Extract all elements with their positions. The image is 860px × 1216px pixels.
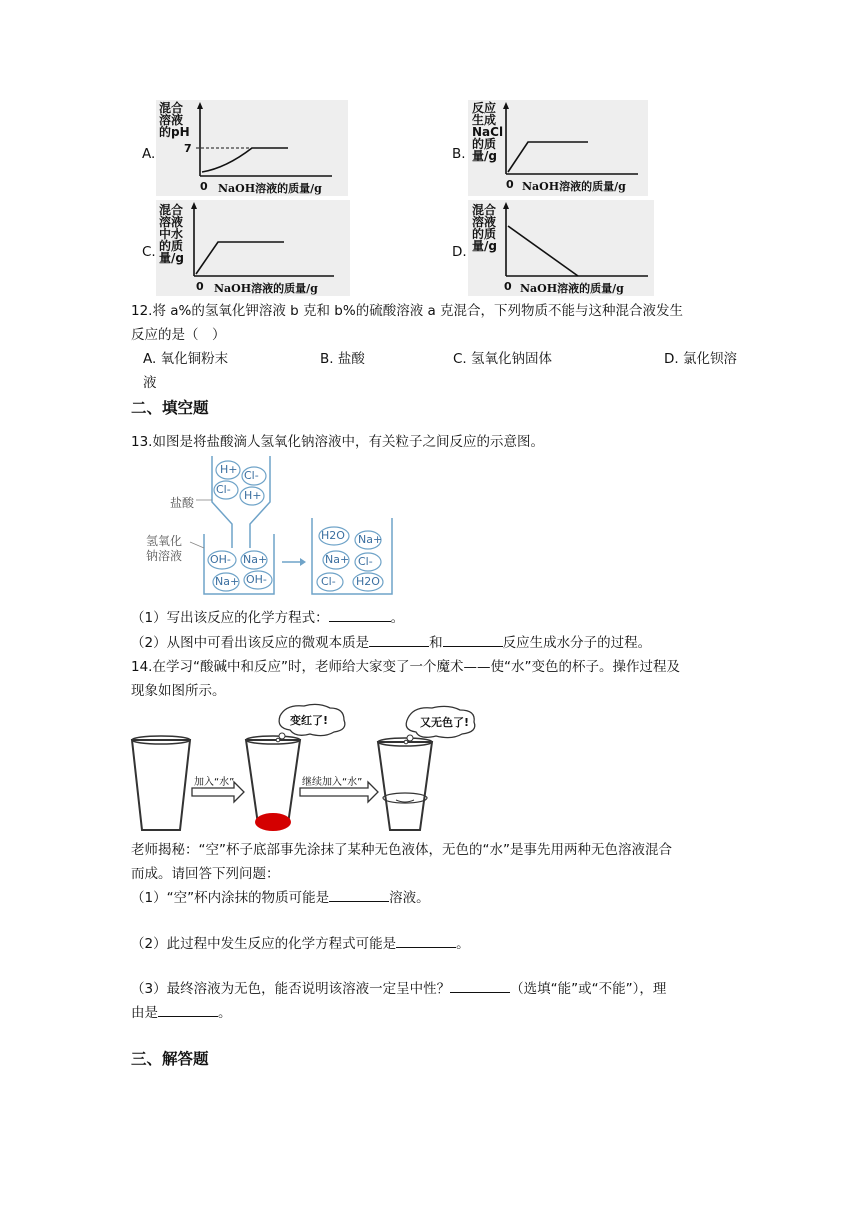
graph-d-origin: 0 — [504, 280, 512, 293]
option-a-letter: A. — [142, 146, 156, 162]
ion-cl-3: Cl- — [358, 555, 373, 568]
graph-d-ylabel: 混合 溶液 的质 量/g — [472, 203, 497, 253]
q13-figure — [140, 452, 430, 602]
naoh-label-2: 钠溶液 — [146, 549, 183, 563]
naoh-label-1: 氢氧化 — [146, 534, 183, 548]
graph-c-plot — [156, 200, 350, 296]
q14-part3-cont — [131, 1001, 232, 1021]
q14-part3-blank-2[interactable] — [158, 1002, 218, 1017]
graph-c-ylabel: 混合 溶液 中水 的质 量/g — [159, 203, 184, 265]
q14-stem-line2: 现象如图所示。 — [131, 683, 226, 699]
q14-part3-end: 。 — [218, 1005, 232, 1021]
q12-option-c: C. 氢氧化钠固体 — [453, 351, 553, 367]
graph-a-xlabel: NaOH溶液的质量/g — [218, 182, 322, 195]
bubble-colorless-again: 又无色了! — [420, 716, 470, 729]
q14-part3 — [131, 977, 666, 997]
q14-reveal-line1: 老师揭秘：“空”杯子底部事先涂抹了某种无色液体，无色的“水”是事先用两种无色溶液混合 — [131, 842, 672, 858]
q13-part2-and: 和 — [429, 635, 443, 651]
ion-na-1: Na+ — [243, 553, 268, 566]
ion-cl-4: Cl- — [321, 575, 336, 588]
q14-stem-line1: 14.在学习“酸碱中和反应”时，老师给大家变了一个魔术——使“水”变色的杯子。操作过程及 — [131, 659, 680, 675]
ion-na-3: Na+ — [358, 533, 383, 546]
q13-part1 — [131, 606, 404, 626]
ion-cl-2: Cl- — [216, 483, 231, 496]
arrow-add-water-label: 加入“水” — [194, 777, 235, 788]
option-d-letter: D. — [452, 244, 467, 260]
graph-a — [156, 100, 348, 196]
graph-b-origin: 0 — [506, 178, 514, 191]
option-b-letter: B. — [452, 146, 466, 162]
q13-part2-blank-1[interactable] — [369, 632, 429, 647]
ion-oh-2: OH- — [246, 573, 267, 586]
graph-a-ytick: 7 — [184, 142, 192, 155]
q12-option-d: D. 氯化钡溶 — [664, 351, 737, 367]
q13-part1-end: 。 — [390, 610, 405, 626]
section-answer-title: 三、解答题 — [131, 1050, 209, 1068]
q12-option-b: B. 盐酸 — [320, 351, 365, 367]
q13-part2-end: 反应生成水分子的过程。 — [502, 635, 652, 651]
ion-na-2: Na+ — [215, 575, 240, 588]
section-fill-in-title: 二、填空题 — [131, 399, 209, 417]
q13-part1-text: （1）写出该反应的化学方程式： — [131, 610, 329, 626]
q13-part2-text: （2）从图中可看出该反应的微观本质是 — [131, 635, 370, 651]
q13-stem: 13.如图是将盐酸滴人氢氧化钠溶液中，有关粒子之间反应的示意图。 — [131, 434, 544, 450]
graph-b-xlabel: NaOH溶液的质量/g — [522, 180, 626, 193]
bubble-turned-red: 变红了! — [290, 714, 329, 727]
graph-a-ylabel: 混合 溶液 的pH — [159, 101, 190, 139]
q14-part1-blank[interactable] — [329, 887, 389, 902]
q12-stem-line1: 12.将 a%的氢氧化钾溶液 b 克和 b%的硫酸溶液 a 克混合，下列物质不能与这种混合液发生 — [131, 303, 684, 319]
q13-diagram — [140, 452, 430, 602]
q13-part1-blank[interactable] — [329, 607, 391, 622]
q13-part2 — [131, 631, 651, 651]
hcl-label: 盐酸 — [170, 496, 195, 510]
arrow-add-more-water-label: 继续加入“水” — [302, 777, 363, 788]
q14-part1-end: 溶液。 — [389, 890, 430, 906]
ion-h-1: H+ — [220, 463, 238, 476]
q14-part2-blank[interactable] — [396, 933, 456, 948]
ion-h-2: H+ — [244, 489, 262, 502]
q14-part3-reason: 由是 — [131, 1005, 158, 1021]
graph-d — [468, 200, 654, 296]
q12-stem-line2: 反应的是（ ） — [131, 327, 226, 343]
q14-part3-text: （3）最终溶液为无色，能否说明该溶液一定呈中性？ — [131, 981, 451, 997]
q14-reveal-line2: 而成。请回答下列问题： — [131, 866, 280, 882]
q14-part2 — [131, 932, 470, 952]
option-c-letter: C. — [142, 244, 156, 260]
ion-h2o-1: H2O — [321, 529, 345, 542]
q14-part2-text: （2）此过程中发生反应的化学方程式可能是 — [131, 936, 397, 952]
q14-part2-end: 。 — [456, 936, 470, 952]
q14-figure — [130, 700, 478, 834]
q13-part2-blank-2[interactable] — [443, 632, 503, 647]
graph-d-plot — [468, 200, 654, 296]
ion-oh-1: OH- — [210, 553, 231, 566]
graph-c — [156, 200, 350, 296]
graph-a-plot — [156, 100, 348, 196]
graph-c-origin: 0 — [196, 280, 204, 293]
q12-option-a: A. 氧化铜粉末 — [143, 351, 229, 367]
q14-part3-blank-1[interactable] — [450, 978, 510, 993]
q14-part1-text: （1）“空”杯内涂抹的物质可能是 — [131, 890, 330, 906]
graph-b-plot — [468, 100, 648, 196]
ion-h2o-2: H2O — [356, 575, 380, 588]
q12-option-d-cont: 液 — [143, 375, 157, 391]
graph-c-xlabel: NaOH溶液的质量/g — [214, 282, 318, 295]
graph-b — [468, 100, 648, 196]
ion-na-4: Na+ — [325, 553, 350, 566]
graph-a-origin: 0 — [200, 180, 208, 193]
q14-part1 — [131, 886, 430, 906]
graph-d-xlabel: NaOH溶液的质量/g — [520, 282, 624, 295]
ion-cl-1: Cl- — [244, 469, 259, 482]
q14-part3-hint: （选填“能”或“不能”），理 — [510, 981, 667, 997]
graph-b-ylabel: 反应 生成 NaCl 的质 量/g — [472, 101, 504, 163]
